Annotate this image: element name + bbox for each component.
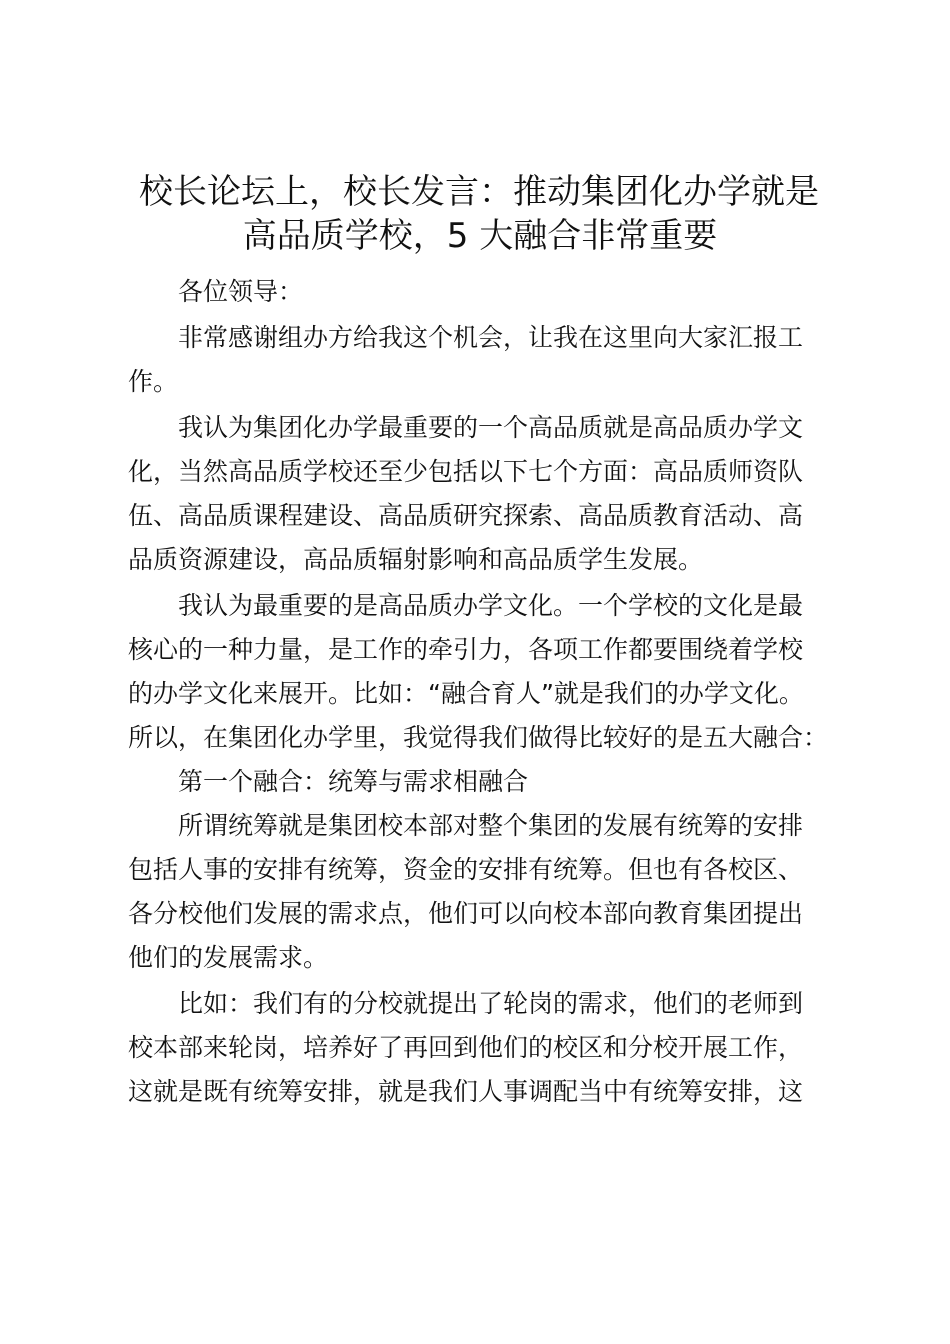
paragraph-line: 所谓统筹就是集团校本部对整个集团的发展有统筹的安排 — [178, 811, 804, 840]
paragraph-greeting — [128, 270, 832, 314]
paragraph-line: 各分校他们发展的需求点，他们可以向校本部向教育集团提出 — [128, 899, 804, 928]
paragraph-line: 所以，在集团化办学里，我觉得我们做得比较好的是五大融合： — [128, 723, 829, 752]
paragraph-line: 作。 — [128, 367, 179, 396]
paragraph-line: 比如：我们有的分校就提出了轮岗的需求，他们的老师到 — [178, 989, 804, 1018]
document-body — [128, 270, 832, 1114]
paragraph-line: 各位领导： — [178, 277, 304, 306]
paragraph-thanks — [128, 316, 832, 404]
paragraph-line: 核心的一种力量，是工作的牵引力，各项工作都要围绕着学校 — [128, 635, 804, 664]
paragraph-line: 非常感谢组办方给我这个机会，让我在这里向大家汇报工 — [178, 323, 804, 352]
document-title — [128, 170, 832, 258]
paragraph-line: 包括人事的安排有统筹，资金的安排有统筹。但也有各校区、 — [128, 855, 804, 884]
paragraph-line: 他们的发展需求。 — [128, 943, 329, 972]
paragraph-quality — [128, 406, 832, 582]
paragraph-example — [128, 982, 832, 1114]
paragraph-line: 第一个融合：统筹与需求相融合 — [178, 767, 529, 796]
paragraph-line: 我认为最重要的是高品质办学文化。一个学校的文化是最 — [178, 591, 804, 620]
paragraph-line: 伍、高品质课程建设、高品质研究探索、高品质教育活动、高 — [128, 501, 804, 530]
paragraph-line: 我认为集团化办学最重要的一个高品质就是高品质办学文 — [178, 413, 804, 442]
paragraph-line: 校本部来轮岗，培养好了再回到他们的校区和分校开展工作， — [128, 1033, 804, 1062]
paragraph-culture — [128, 584, 832, 760]
section-heading-first-fusion — [128, 760, 832, 804]
paragraph-line: 品质资源建设，高品质辐射影响和高品质学生发展。 — [128, 545, 704, 574]
document-page — [128, 170, 832, 1114]
paragraph-line: 的办学文化来展开。比如：“融合育人”就是我们的办学文化。 — [128, 679, 804, 708]
paragraph-coordination — [128, 804, 832, 980]
paragraph-line: 这就是既有统筹安排，就是我们人事调配当中有统筹安排，这 — [128, 1077, 804, 1106]
paragraph-line: 化，当然高品质学校还至少包括以下七个方面：高品质师资队 — [128, 457, 804, 486]
title-line-1: 校长论坛上，校长发言：推动集团化办学就是 — [139, 172, 819, 212]
title-line-2: 高品质学校，5 大融合非常重要 — [242, 216, 718, 256]
